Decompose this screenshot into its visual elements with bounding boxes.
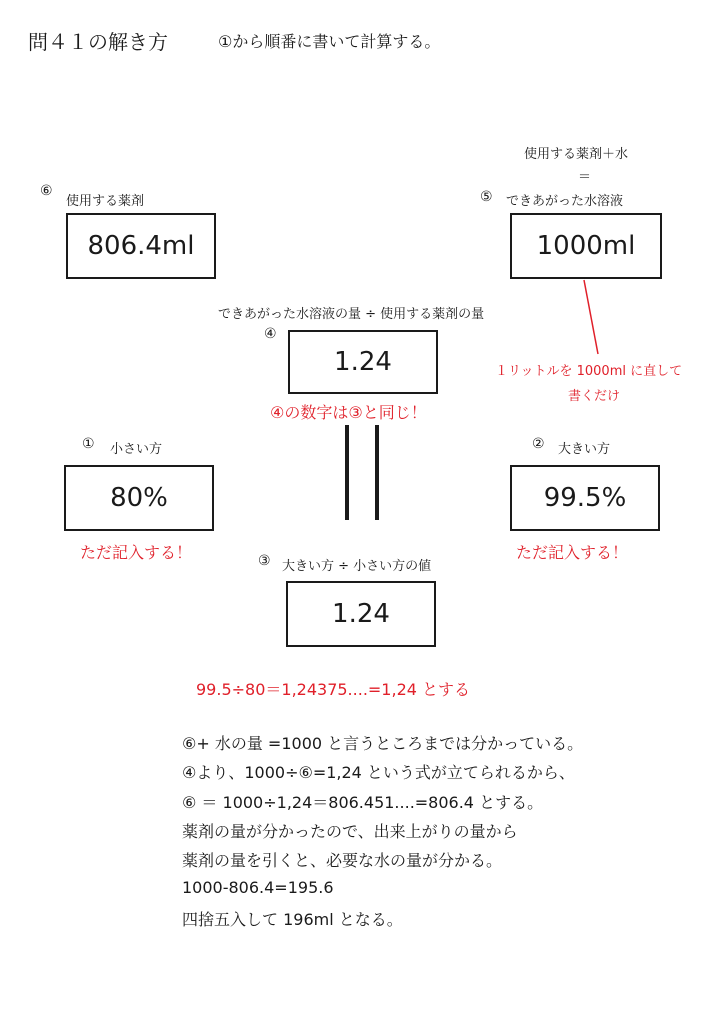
step-1-label: 小さい方 (110, 442, 163, 457)
page-subtitle: ①から順番に書いて計算する。 (218, 32, 441, 51)
step-6-label: 使用する薬剤 (66, 194, 145, 209)
step-5-box (510, 213, 662, 279)
connector-stroke (584, 280, 598, 354)
step-4-box (288, 330, 438, 394)
step-5-value: 1000ml (536, 231, 636, 261)
step-1-value: 80% (110, 483, 168, 513)
step-5-marker: ⑤ (480, 189, 493, 205)
page-title: 問４１の解き方 (28, 30, 168, 54)
explanation-line: ④より、1000÷⑥=1,24 という式が立てられるから、 (182, 763, 575, 782)
explanation-line: ⑥+ 水の量 =1000 と言うところまでは分かっている。 (182, 734, 584, 753)
step-5-label: できあがった水溶液 (506, 194, 624, 209)
step-6-marker: ⑥ (40, 183, 53, 199)
liter-note-line2: 書くだけ (568, 389, 621, 404)
step-2-value: 99.5% (543, 483, 627, 513)
step-5-formula: 使用する薬剤＋水 (524, 147, 629, 162)
step-1-marker: ① (82, 436, 95, 452)
equals-bar-left (345, 425, 349, 520)
step-4-marker: ④ (264, 326, 277, 342)
step-4-label: できあがった水溶液の量 ÷ 使用する薬剤の量 (218, 307, 485, 322)
step-6-box (66, 213, 216, 279)
step-2-label: 大きい方 (558, 442, 611, 457)
step-3-value: 1.24 (332, 599, 390, 629)
explanation-line: 薬剤の量が分かったので、出来上がりの量から (182, 822, 518, 841)
step-1-box (64, 465, 214, 531)
step-2-box (510, 465, 660, 531)
explanation-line: 四捨五入して 196ml となる。 (182, 910, 403, 929)
just-write-note-2: ただ記入する！ (516, 543, 629, 562)
equals-bar-right (375, 425, 379, 520)
step-3-label: 大きい方 ÷ 小さい方の値 (282, 559, 432, 574)
step-3-marker: ③ (258, 553, 271, 569)
step-4-value: 1.24 (334, 347, 392, 377)
step-5-equals: ＝ (578, 170, 592, 185)
explanation-line: 1000-806.4=195.6 (182, 878, 334, 897)
explanation-line: ⑥ ＝ 1000÷1,24＝806.451....=806.4 とする。 (182, 793, 544, 812)
same-as-3-note: ④の数字は③と同じ！ (270, 403, 427, 422)
explanation-line: 薬剤の量を引くと、必要な水の量が分かる。 (182, 851, 503, 870)
just-write-note-1: ただ記入する！ (80, 543, 193, 562)
connector-line (570, 278, 610, 358)
liter-note-line1: １リットルを 1000ml に直して (495, 364, 683, 379)
step-2-marker: ② (532, 436, 545, 452)
step-3-box (286, 581, 436, 647)
step-6-value: 806.4ml (87, 231, 195, 261)
calculation-note: 99.5÷80＝1,24375....=1,24 とする (196, 680, 471, 699)
